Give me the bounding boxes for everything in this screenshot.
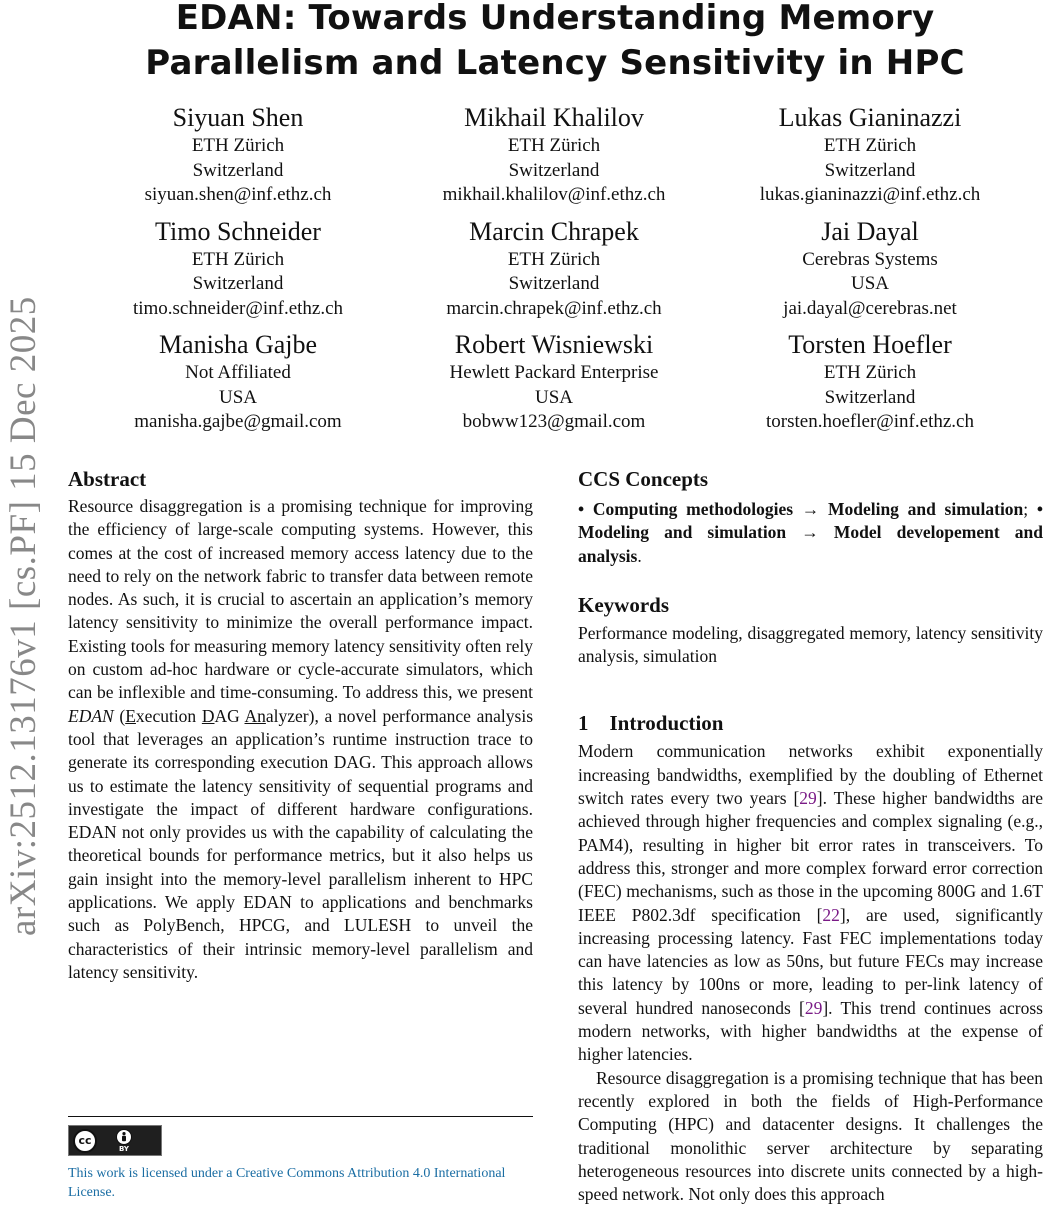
author-block (80, 216, 396, 322)
author-country: USA (850, 273, 889, 294)
author-block (712, 102, 1028, 208)
ccs-separator: ; (1023, 499, 1037, 519)
acronym-word-1: xecution (135, 705, 202, 726)
intro-p1-c: ], are used, significantly increasing processing latency. Fast FEC implementations today can have latencies as low as 50ns, but future FECs may increase this latency by 100ns or more, leading to per-link latency of several hundred nanoseconds [ (578, 904, 1043, 1018)
author-country: Switzerland (824, 386, 916, 408)
acronym-word-3: alyzer) (265, 705, 315, 726)
author-name: Siyuan Shen (172, 103, 304, 132)
left-column (68, 466, 533, 984)
author-email[interactable]: marcin.chrapek@inf.ethz.ch (446, 297, 662, 319)
intro-p1-b: ]. These higher bandwidths are achieved through higher frequencies and complex signaling (e.g., PAM4), resulting in higher bit error rates in transceivers. To address this, stronger and more complex forward error correction (FEC) mechanisms, such as those in the upcoming 800G and 1.6T IEEE P802.3df specification [ (578, 788, 1043, 925)
acronym-d: D (201, 705, 215, 726)
keywords-heading: Keywords (578, 592, 669, 617)
author-affiliation: ETH Zürich (823, 362, 917, 383)
author-affiliation: ETH Zürich (507, 135, 601, 156)
author-name: Mikhail Khalilov (464, 103, 644, 132)
edan-name: EDAN (68, 705, 114, 726)
license-divider (68, 1116, 533, 1117)
author-email[interactable]: mikhail.khalilov@inf.ethz.ch (442, 184, 666, 205)
author-email[interactable]: torsten.hoefler@inf.ethz.ch (766, 411, 974, 432)
author-affiliation: ETH Zürich (191, 135, 285, 156)
author-country: Switzerland (192, 159, 284, 181)
author-block (396, 329, 712, 435)
paper-title: EDAN: Towards Understanding Memory Parallelism and Latency Sensitivity in HPC (145, 0, 965, 83)
author-country: USA (218, 386, 257, 408)
author-name: Timo Schneider (155, 216, 321, 246)
author-name: Robert Wisniewski (454, 330, 654, 359)
intro-p1-d: ]. This trend continues across modern networks, with higher bandwidths at the expense of higher latencies. (578, 997, 1043, 1065)
ccs-heading: CCS Concepts (578, 467, 709, 491)
author-country: Switzerland (824, 159, 916, 181)
author-affiliation: Not Affiliated (185, 362, 291, 383)
author-block (396, 216, 712, 322)
ccs-item-2: Model developement and analysis (578, 522, 1043, 566)
ccs-bullet-2: • Modeling and simulation (578, 499, 1043, 543)
abstract-text-before: Resource disaggregation is a promising technique for improving the efficiency of large-scale computing systems. However, this comes at the cost of increased memory access latency due to the need to rely on the network fabric to transfer data between remote nodes. As such, it is crucial to ascertain an application’s memory latency sensitivity to minimize the overall performance impact. Existing tools for measuring memory latency sensitivity often rely on custom ad-hoc hardware or cycle-accurate simulators, which can be inflexible and time-consuming. To address this, we present (68, 496, 533, 703)
citation-link[interactable]: 29 (799, 788, 817, 809)
author-country: USA (534, 386, 573, 408)
author-name: Jai Dayal (821, 216, 919, 246)
author-email[interactable]: timo.schneider@inf.ethz.ch (132, 297, 344, 319)
acronym-an: An (244, 705, 266, 726)
author-affiliation: ETH Zürich (507, 248, 601, 270)
author-block (80, 102, 396, 208)
author-block (80, 329, 396, 435)
intro-paragraph-2: Resource disaggregation is a promising technique that has been recently explored in both the fields of High-Performance Computing (HPC) and datacenter designs. It challenges the traditional monolithic server architecture by separating heterogeneous resources into discrete units connected by a high-speed network. Not only does this approach (578, 1067, 1043, 1205)
arxiv-side-stamp: arXiv:2512.13176v1 [cs.PF] 15 Dec 2025 (3, 296, 44, 936)
author-email[interactable]: siyuan.shen@inf.ethz.ch (144, 184, 332, 205)
abstract-text (68, 495, 533, 984)
ccs-arrow-1: → (793, 499, 828, 519)
citation-link[interactable]: 29 (804, 997, 823, 1018)
attribution-person-icon (115, 1129, 133, 1145)
author-country: Switzerland (192, 273, 284, 294)
author-email[interactable]: bobww123@gmail.com (462, 411, 646, 432)
author-affiliation: ETH Zürich (823, 135, 917, 156)
intro-paragraph-1 (578, 740, 1043, 1066)
author-country: Switzerland (508, 273, 600, 294)
author-name: Manisha Gajbe (158, 330, 318, 359)
ccs-concepts (578, 498, 1043, 568)
author-name: Lukas Gianinazzi (778, 103, 962, 132)
right-column (578, 466, 1043, 1206)
ccs-end: . (637, 545, 642, 566)
author-block (712, 216, 1028, 322)
author-affiliation: Hewlett Packard Enterprise (449, 362, 659, 383)
citation-link[interactable]: 22 (822, 904, 840, 925)
acronym-word-2: AG (214, 705, 245, 726)
author-email[interactable]: manisha.gajbe@gmail.com (134, 411, 342, 432)
ccs-item-1: Modeling and simulation (827, 499, 1024, 519)
author-affiliation: Cerebras Systems (802, 248, 938, 270)
author-block (712, 329, 1028, 435)
ccs-bullet-1: • Computing methodologies (578, 499, 794, 519)
author-email[interactable]: jai.dayal@cerebras.net (783, 297, 957, 319)
abstract-heading: Abstract (68, 467, 147, 491)
author-name: Torsten Hoefler (788, 330, 952, 359)
cc-icon: cc (73, 1129, 97, 1153)
intro-p1-a: Modern communication networks exhibit exponentially increasing bandwidths, exemplified by the doubling of Ethernet switch rates every two years [ (578, 741, 1043, 809)
license-link[interactable]: This work is licensed under a Creative Commons Attribution 4.0 International License. (68, 1166, 506, 1200)
author-block (396, 102, 712, 208)
abstract-text-after: , a novel performance analysis tool that leverages an application’s runtime instruction trace to generate its corresponding execution DAG. This approach allows us to estimate the latency sensitivity of sequential programs and investigate the impact of different hardware configurations. EDAN not only provides us with the capability of calculating the theoretical bounds for performance metrics, but it also helps us gain insight into the memory-level parallelism inherent to HPC applications. We apply EDAN to applications and benchmarks such as PolyBench, HPCG, and LULESH to unveil the characteristics of their intrinsic memory-level parallelism and latency sensitivity. (68, 705, 533, 982)
author-name: Marcin Chrapek (469, 216, 639, 246)
cc-by-badge[interactable] (68, 1125, 162, 1156)
license-block (68, 1116, 533, 1202)
ccs-arrow-2: → (786, 522, 834, 543)
by-label: BY (118, 1144, 130, 1153)
keywords-text: Performance modeling, disaggregated memory, latency sensitivity analysis, simulation (578, 622, 1043, 667)
author-affiliation: ETH Zürich (191, 248, 285, 270)
person-icon (115, 1129, 133, 1153)
author-grid (80, 102, 1030, 435)
paren-open: ( (113, 705, 126, 726)
author-country: Switzerland (508, 159, 600, 181)
author-email[interactable]: lukas.gianinazzi@inf.ethz.ch (759, 184, 981, 205)
introduction-heading: 1 Introduction (578, 711, 724, 736)
acronym-e: E (125, 705, 136, 726)
